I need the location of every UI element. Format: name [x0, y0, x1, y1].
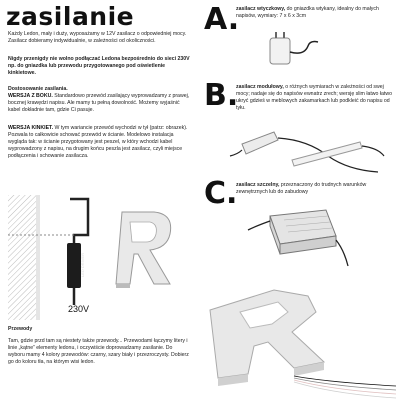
- option-c-letter: C.: [204, 176, 238, 211]
- option-b-name: zasilacz modułowy,: [236, 84, 284, 90]
- option-a-name: zasilacz wtyczkowy,: [236, 6, 286, 12]
- version-side-paragraph: [8, 93, 190, 114]
- option-a-text: [236, 6, 396, 20]
- svg-text:LED DRIVER: LED DRIVER: [80, 252, 85, 278]
- waterproof-power-supply-illustration: [244, 206, 354, 276]
- option-c-text: [236, 182, 394, 196]
- option-b-desc: o różnych wymiarach w zależności od swej mocy; nadaje się do napisów ewnatrz zrech; wersję slim łatwo łatwo ukryć gdzieś w meblowych zakamarkach lub podkleić do napisu od tyłu.: [236, 84, 392, 111]
- option-b-text: [236, 84, 396, 112]
- version-wall-text: W tym wariancie przewód wychodzi w tył (patrz: obrazek). Pozwala to całkowicie schować przewód w ścianie. Modelowo instalacja wygląda tak: w ścianie przygotowany jest peszel, w który wchodzi kabel wyprowadzony z napisu, na drugim końcu peszla jest zasilacz, czyli miejsce podłączenia i schowanie zasilacza.: [8, 125, 188, 159]
- option-c-name: zasilacz szczelny,: [236, 182, 280, 188]
- option-a-desc: do gniazdka wtykany, idealny do małych napisów, wymiary: 7 x 6 x 3cm: [236, 6, 379, 19]
- option-a-letter: A.: [204, 2, 240, 37]
- page-title: zasilanie: [6, 2, 135, 31]
- voltage-label: 230V: [68, 304, 90, 314]
- version-wall-label: WERSJA KINKIET.: [8, 125, 54, 131]
- option-b-letter: B.: [204, 78, 239, 113]
- letter-sample-cables: [196, 282, 400, 400]
- version-side-label: WERSJA Z BOKU.: [8, 93, 53, 99]
- cables-heading: Przewody: [8, 326, 33, 332]
- letter-sample-wall: [112, 208, 182, 290]
- version-side-text: Standardowo przewód zasilający wyprowadzamy z prawej, bocznej krawędzi napisu. Ale mamy tu pełną dowolność. Możemy wyjaśnić kabel dokładnie tam, gdzie Ci pasuje.: [8, 93, 190, 113]
- version-wall-paragraph: [8, 125, 190, 160]
- modular-power-supply-illustration: [228, 126, 388, 176]
- intro-paragraph: Każdy Ledon, mały i duży, wyposażamy w 12V zasilacz o odpowiedniej mocy. Zasilacz dobieramy indywidualnie, w zależności od okoliczności.: [8, 31, 187, 44]
- connection-heading: Dostosowanie zasilania.: [8, 86, 68, 92]
- plug-power-supply-illustration: [262, 22, 322, 72]
- warning-paragraph: Nigdy przenigdy nie wolno podłączać Ledona bezpośrednio do sieci 230V np. do gniazdka lub przewodu przygotowanego pod oświetlenie kinkietowe.: [8, 56, 190, 76]
- cables-paragraph: Tam, gdzie przd tam są niestety także przewody... Przewodami łączymy litery i linie „kątne” elementy ledonu, i oczywiście doprowadzamy zasilanie. Do wyboru mamy 4 kolory przewodów: czarny, szary biały i przezroczysty. Dobierz go do koloru tła, na którym wisi ledon.: [8, 338, 189, 365]
- option-c-desc: przeznaczony do trudnych warunków zewnętrznych lub do zabudowy: [236, 182, 367, 195]
